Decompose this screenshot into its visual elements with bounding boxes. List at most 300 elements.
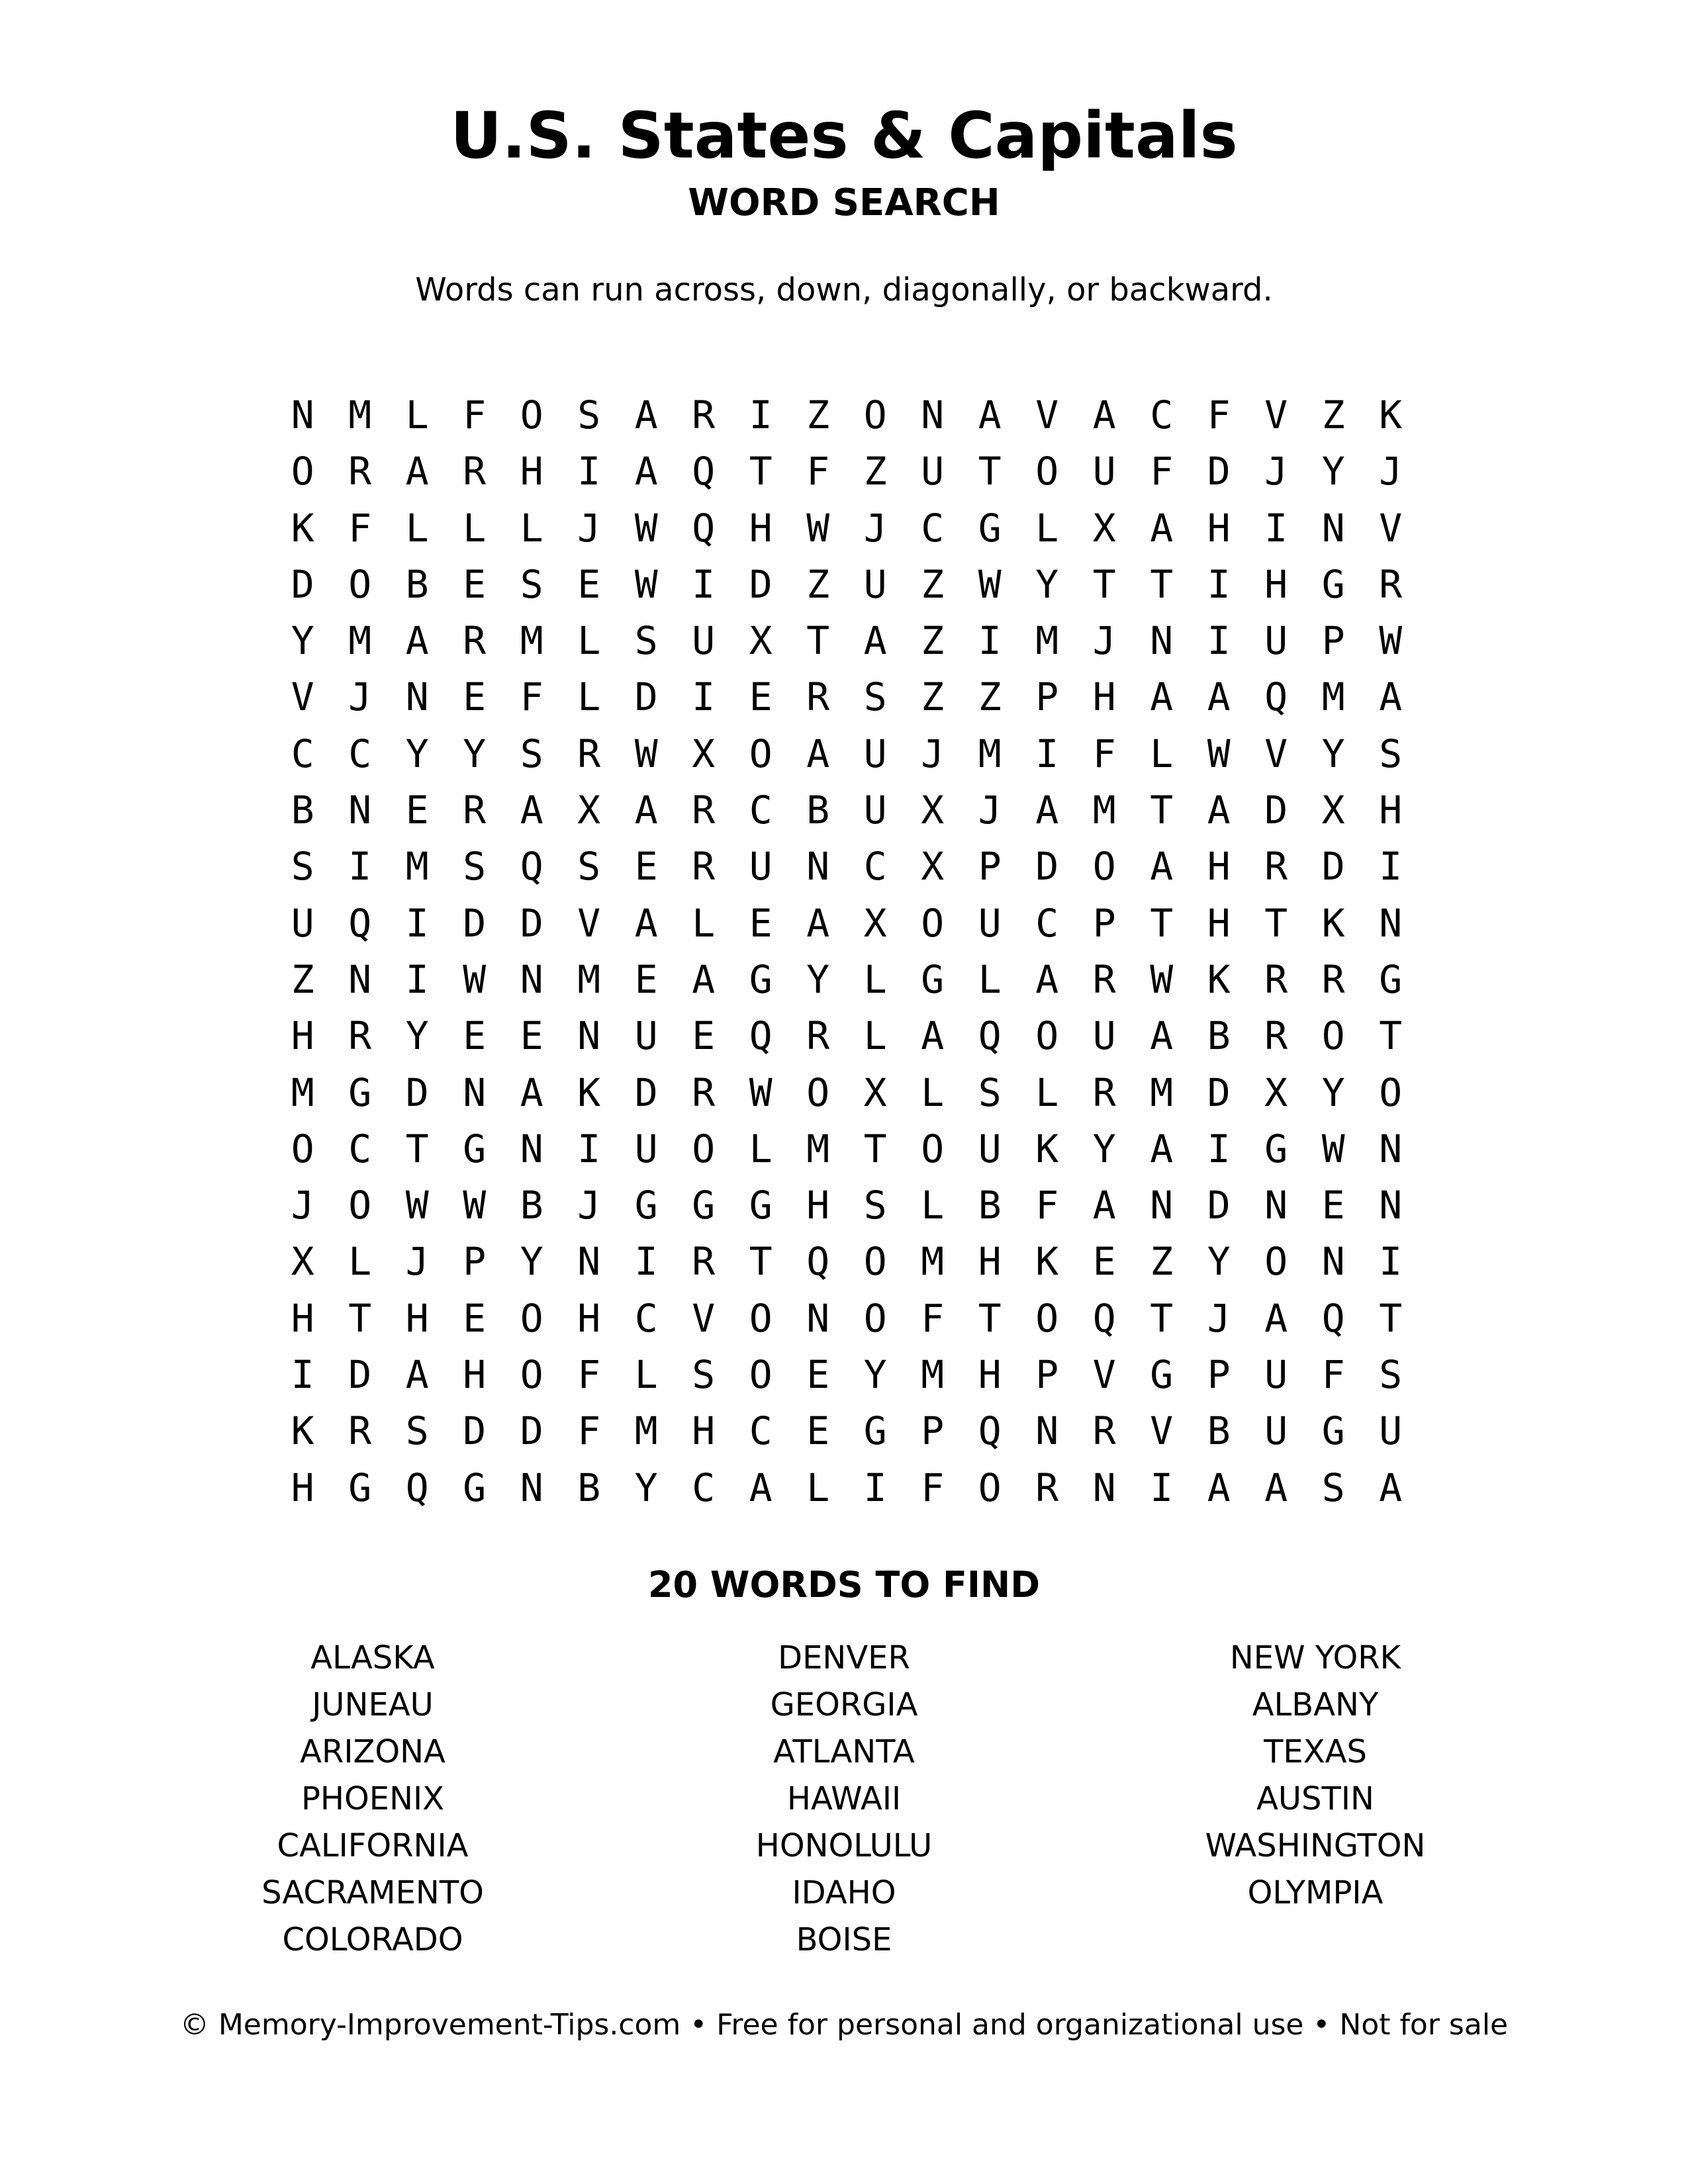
grid-letter: X (863, 900, 887, 946)
grid-letter: A (1379, 674, 1403, 720)
page-subtitle: WORD SEARCH (688, 181, 1000, 224)
grid-letter: D (348, 1352, 372, 1398)
word-list-item: AUSTIN (1256, 1780, 1374, 1817)
grid-letter: L (348, 1239, 372, 1285)
grid-letter: G (1321, 1408, 1345, 1454)
grid-letter: H (1207, 505, 1231, 551)
grid-letter: Y (1207, 1239, 1231, 1285)
grid-letter: O (863, 1295, 887, 1341)
grid-letter: A (1379, 1465, 1403, 1510)
grid-letter: A (806, 900, 830, 946)
grid-letter: I (1150, 1465, 1174, 1510)
grid-letter: F (921, 1465, 945, 1510)
grid-letter: R (1035, 1465, 1059, 1510)
grid-letter: T (1150, 561, 1174, 607)
grid-letter: A (1035, 788, 1059, 833)
grid-letter: Y (291, 618, 314, 664)
grid-letter: T (405, 1126, 429, 1171)
grid-letter: O (1321, 1013, 1345, 1059)
grid-letter: R (577, 731, 601, 776)
grid-letter: P (463, 1239, 487, 1285)
grid-letter: M (520, 618, 543, 664)
grid-letter: K (1035, 1239, 1059, 1285)
grid-letter: Z (1321, 392, 1345, 437)
grid-letter: L (749, 1126, 773, 1171)
grid-letter: A (978, 392, 1002, 437)
grid-letter: Y (1321, 731, 1345, 776)
grid-letter: O (921, 900, 945, 946)
grid-letter: A (520, 1069, 543, 1115)
grid-letter: M (348, 392, 372, 437)
grid-letter: L (577, 674, 601, 720)
grid-letter: A (692, 956, 716, 1002)
grid-letter: H (520, 449, 543, 494)
grid-letter: M (1321, 674, 1345, 720)
grid-letter: S (405, 1408, 429, 1454)
grid-letter: R (1092, 956, 1116, 1002)
grid-letter: M (577, 956, 601, 1002)
grid-letter: E (806, 1352, 830, 1398)
grid-letter: U (1092, 449, 1116, 494)
grid-letter: G (749, 1183, 773, 1228)
grid-row (274, 613, 1419, 669)
letter-grid (274, 387, 1419, 1516)
word-list-item: ATLANTA (773, 1733, 915, 1770)
grid-letter: C (348, 1126, 372, 1171)
grid-letter: U (1092, 1013, 1116, 1059)
grid-letter: Q (978, 1013, 1002, 1059)
grid-letter: I (577, 1126, 601, 1171)
grid-letter: V (692, 1295, 716, 1341)
grid-letter: O (520, 392, 543, 437)
grid-row (274, 1403, 1419, 1459)
grid-letter: R (692, 1069, 716, 1115)
grid-letter: A (806, 731, 830, 776)
grid-letter: D (405, 1069, 429, 1115)
word-list-item: IDAHO (792, 1874, 896, 1911)
grid-letter: L (463, 505, 487, 551)
grid-letter: U (978, 900, 1002, 946)
grid-letter: N (921, 392, 945, 437)
word-list-item: SACRAMENTO (261, 1874, 484, 1911)
grid-letter: N (405, 674, 429, 720)
word-list-item: CALIFORNIA (277, 1827, 469, 1864)
grid-row (274, 1234, 1419, 1290)
grid-letter: O (1092, 844, 1116, 889)
grid-row (274, 726, 1419, 782)
grid-letter: O (291, 1126, 314, 1171)
grid-letter: U (634, 1013, 658, 1059)
grid-letter: D (1207, 1069, 1231, 1115)
grid-letter: T (1264, 900, 1288, 946)
grid-letter: I (405, 956, 429, 1002)
grid-letter: N (1092, 1465, 1116, 1510)
grid-row (274, 1347, 1419, 1403)
grid-letter: R (1264, 844, 1288, 889)
grid-letter: L (863, 1013, 887, 1059)
grid-letter: G (692, 1183, 716, 1228)
grid-letter: N (1035, 1408, 1059, 1454)
grid-letter: Q (520, 844, 543, 889)
grid-letter: N (520, 1126, 543, 1171)
grid-letter: H (577, 1295, 601, 1341)
grid-letter: O (863, 392, 887, 437)
grid-letter: O (520, 1352, 543, 1398)
grid-letter: X (921, 844, 945, 889)
grid-letter: F (348, 505, 372, 551)
grid-letter: S (1379, 1352, 1403, 1398)
grid-letter: T (1092, 561, 1116, 607)
grid-letter: Y (1092, 1126, 1116, 1171)
grid-letter: P (1035, 674, 1059, 720)
grid-letter: E (463, 1295, 487, 1341)
grid-letter: I (577, 449, 601, 494)
grid-letter: W (634, 505, 658, 551)
grid-letter: G (978, 505, 1002, 551)
grid-letter: Y (405, 731, 429, 776)
grid-letter: V (1035, 392, 1059, 437)
grid-letter: O (1379, 1069, 1403, 1115)
grid-letter: E (634, 956, 658, 1002)
grid-letter: U (921, 449, 945, 494)
grid-letter: B (1207, 1013, 1231, 1059)
grid-letter: Q (1264, 674, 1288, 720)
word-list-column-1 (141, 1635, 604, 1964)
grid-letter: G (921, 956, 945, 1002)
grid-letter: B (405, 561, 429, 607)
grid-letter: R (1092, 1408, 1116, 1454)
grid-letter: N (1150, 1183, 1174, 1228)
grid-letter: Z (921, 674, 945, 720)
grid-letter: W (463, 1183, 487, 1228)
grid-letter: V (291, 674, 314, 720)
grid-letter: H (692, 1408, 716, 1454)
grid-letter: U (978, 1126, 1002, 1171)
grid-letter: D (634, 674, 658, 720)
grid-letter: R (1321, 956, 1345, 1002)
grid-letter: K (1379, 392, 1403, 437)
grid-row (274, 895, 1419, 952)
grid-letter: H (463, 1352, 487, 1398)
grid-letter: W (405, 1183, 429, 1228)
grid-letter: I (348, 844, 372, 889)
grid-letter: W (749, 1069, 773, 1115)
grid-letter: J (577, 1183, 601, 1228)
grid-row (274, 952, 1419, 1008)
grid-letter: Q (806, 1239, 830, 1285)
grid-letter: S (520, 561, 543, 607)
grid-row (274, 839, 1419, 895)
grid-row (274, 1177, 1419, 1234)
grid-letter: Q (692, 449, 716, 494)
grid-letter: G (463, 1465, 487, 1510)
grid-letter: L (577, 618, 601, 664)
grid-letter: D (1321, 844, 1345, 889)
grid-letter: L (806, 1465, 830, 1510)
word-list-item: GEORGIA (770, 1686, 918, 1723)
grid-letter: L (405, 392, 429, 437)
grid-letter: X (921, 788, 945, 833)
grid-letter: L (634, 1352, 658, 1398)
grid-row (274, 669, 1419, 725)
grid-letter: D (520, 1408, 543, 1454)
grid-letter: W (1207, 731, 1231, 776)
grid-row (274, 1121, 1419, 1177)
grid-letter: J (1092, 618, 1116, 664)
grid-letter: U (863, 788, 887, 833)
grid-letter: I (749, 392, 773, 437)
grid-letter: F (577, 1408, 601, 1454)
grid-letter: L (1035, 505, 1059, 551)
grid-letter: L (921, 1069, 945, 1115)
grid-letter: J (978, 788, 1002, 833)
grid-letter: T (1150, 788, 1174, 833)
grid-letter: G (1264, 1126, 1288, 1171)
grid-letter: C (921, 505, 945, 551)
grid-letter: T (1379, 1295, 1403, 1341)
grid-letter: I (291, 1352, 314, 1398)
grid-letter: O (692, 1126, 716, 1171)
grid-letter: N (1264, 1183, 1288, 1228)
grid-letter: S (692, 1352, 716, 1398)
grid-letter: U (1264, 618, 1288, 664)
grid-letter: E (806, 1408, 830, 1454)
grid-letter: E (463, 561, 487, 607)
word-list-item: PHOENIX (301, 1780, 445, 1817)
grid-letter: K (291, 505, 314, 551)
page-title: U.S. States & Capitals (450, 99, 1238, 173)
grid-letter: A (634, 788, 658, 833)
word-list-item: HAWAII (786, 1780, 902, 1817)
grid-letter: H (291, 1013, 314, 1059)
grid-letter: P (1092, 900, 1116, 946)
grid-letter: C (749, 1408, 773, 1454)
grid-letter: O (1264, 1239, 1288, 1285)
grid-letter: A (1092, 392, 1116, 437)
grid-letter: A (1264, 1295, 1288, 1341)
grid-letter: G (1321, 561, 1345, 607)
grid-letter: X (1264, 1069, 1288, 1115)
grid-letter: H (1092, 674, 1116, 720)
grid-letter: X (577, 788, 601, 833)
grid-letter: A (405, 618, 429, 664)
grid-letter: O (749, 731, 773, 776)
grid-letter: E (749, 900, 773, 946)
grid-letter: R (1092, 1069, 1116, 1115)
grid-letter: V (1379, 505, 1403, 551)
grid-letter: D (749, 561, 773, 607)
grid-letter: P (1035, 1352, 1059, 1398)
grid-letter: R (692, 788, 716, 833)
grid-letter: S (577, 844, 601, 889)
grid-letter: R (463, 449, 487, 494)
word-list-item: NEW YORK (1229, 1639, 1401, 1676)
grid-letter: W (1321, 1126, 1345, 1171)
grid-letter: O (863, 1239, 887, 1285)
grid-letter: M (291, 1069, 314, 1115)
grid-letter: C (348, 731, 372, 776)
grid-letter: U (1264, 1352, 1288, 1398)
word-list-item: COLORADO (282, 1921, 463, 1958)
grid-letter: R (348, 449, 372, 494)
grid-letter: R (692, 1239, 716, 1285)
grid-letter: H (1207, 900, 1231, 946)
grid-letter: H (749, 505, 773, 551)
grid-letter: D (1207, 1183, 1231, 1228)
grid-letter: X (749, 618, 773, 664)
grid-letter: B (291, 788, 314, 833)
grid-letter: Z (921, 561, 945, 607)
grid-letter: I (634, 1239, 658, 1285)
grid-letter: R (1264, 1013, 1288, 1059)
grid-letter: Z (978, 674, 1002, 720)
grid-letter: H (806, 1183, 830, 1228)
grid-letter: T (978, 449, 1002, 494)
grid-letter: A (1207, 1465, 1231, 1510)
grid-letter: L (921, 1183, 945, 1228)
grid-letter: H (1207, 844, 1231, 889)
grid-letter: A (1264, 1465, 1288, 1510)
grid-letter: Y (520, 1239, 543, 1285)
grid-letter: B (806, 788, 830, 833)
grid-letter: I (692, 674, 716, 720)
grid-letter: A (634, 392, 658, 437)
grid-letter: H (291, 1295, 314, 1341)
grid-letter: Z (863, 449, 887, 494)
grid-letter: A (1150, 844, 1174, 889)
grid-letter: D (520, 900, 543, 946)
grid-letter: U (863, 561, 887, 607)
grid-letter: O (806, 1069, 830, 1115)
grid-letter: R (1264, 956, 1288, 1002)
grid-letter: W (634, 561, 658, 607)
grid-letter: J (348, 674, 372, 720)
grid-letter: D (463, 900, 487, 946)
grid-letter: Y (463, 731, 487, 776)
grid-letter: X (1321, 788, 1345, 833)
grid-letter: N (520, 956, 543, 1002)
grid-letter: O (348, 561, 372, 607)
grid-letter: G (634, 1183, 658, 1228)
grid-letter: J (1264, 449, 1288, 494)
grid-letter: I (405, 900, 429, 946)
instructions-text: Words can run across, down, diagonally, or backward. (415, 271, 1273, 308)
grid-letter: E (634, 844, 658, 889)
grid-letter: C (1150, 392, 1174, 437)
grid-letter: K (1207, 956, 1231, 1002)
word-list-item: HONOLULU (755, 1827, 933, 1864)
grid-letter: R (348, 1013, 372, 1059)
grid-letter: O (348, 1183, 372, 1228)
grid-letter: D (291, 561, 314, 607)
grid-letter: Z (921, 618, 945, 664)
grid-letter: U (749, 844, 773, 889)
grid-letter: A (405, 449, 429, 494)
grid-letter: T (749, 1239, 773, 1285)
grid-letter: S (1379, 731, 1403, 776)
grid-letter: I (692, 561, 716, 607)
grid-letter: O (520, 1295, 543, 1341)
grid-letter: H (978, 1239, 1002, 1285)
grid-letter: U (692, 618, 716, 664)
footer-copyright: © Memory-Improvement-Tips.com • Free for personal and organizational use • Not for sale (179, 2008, 1509, 2042)
grid-letter: Y (806, 956, 830, 1002)
grid-letter: S (577, 392, 601, 437)
grid-letter: S (291, 844, 314, 889)
grid-letter: H (405, 1295, 429, 1341)
grid-row (274, 500, 1419, 557)
grid-letter: G (348, 1069, 372, 1115)
grid-letter: A (921, 1013, 945, 1059)
grid-letter: X (863, 1069, 887, 1115)
grid-row (274, 1065, 1419, 1121)
grid-letter: N (1150, 618, 1174, 664)
grid-letter: Q (348, 900, 372, 946)
grid-letter: L (863, 956, 887, 1002)
grid-letter: E (463, 674, 487, 720)
grid-letter: F (463, 392, 487, 437)
grid-letter: V (1264, 731, 1288, 776)
grid-letter: F (1035, 1183, 1059, 1228)
grid-letter: F (1321, 1352, 1345, 1398)
grid-letter: M (634, 1408, 658, 1454)
grid-letter: W (1379, 618, 1403, 664)
grid-letter: W (1150, 956, 1174, 1002)
grid-letter: I (1207, 1126, 1231, 1171)
grid-letter: U (634, 1126, 658, 1171)
grid-letter: C (863, 844, 887, 889)
grid-row (274, 1291, 1419, 1347)
grid-letter: D (634, 1069, 658, 1115)
grid-letter: H (1264, 561, 1288, 607)
word-list-item: ALASKA (310, 1639, 435, 1676)
grid-letter: E (405, 788, 429, 833)
grid-letter: D (1035, 844, 1059, 889)
grid-letter: S (1321, 1465, 1345, 1510)
grid-letter: E (520, 1013, 543, 1059)
grid-letter: R (806, 1013, 830, 1059)
grid-letter: B (978, 1183, 1002, 1228)
grid-letter: O (921, 1126, 945, 1171)
grid-letter: N (806, 1295, 830, 1341)
grid-letter: U (291, 900, 314, 946)
grid-letter: Y (405, 1013, 429, 1059)
grid-letter: K (577, 1069, 601, 1115)
grid-letter: J (1207, 1295, 1231, 1341)
grid-letter: O (749, 1295, 773, 1341)
grid-letter: O (749, 1352, 773, 1398)
grid-letter: N (348, 956, 372, 1002)
grid-letter: L (405, 505, 429, 551)
grid-letter: N (1379, 1126, 1403, 1171)
grid-letter: A (634, 449, 658, 494)
grid-letter: N (291, 392, 314, 437)
grid-row (274, 557, 1419, 613)
grid-letter: J (921, 731, 945, 776)
grid-letter: Q (978, 1408, 1002, 1454)
grid-letter: D (463, 1408, 487, 1454)
grid-letter: N (577, 1013, 601, 1059)
grid-letter: A (520, 788, 543, 833)
grid-letter: O (1035, 1295, 1059, 1341)
grid-letter: F (520, 674, 543, 720)
grid-letter: L (1035, 1069, 1059, 1115)
grid-letter: U (863, 731, 887, 776)
grid-letter: J (863, 505, 887, 551)
grid-letter: O (1035, 449, 1059, 494)
grid-letter: S (634, 618, 658, 664)
grid-letter: C (634, 1295, 658, 1341)
